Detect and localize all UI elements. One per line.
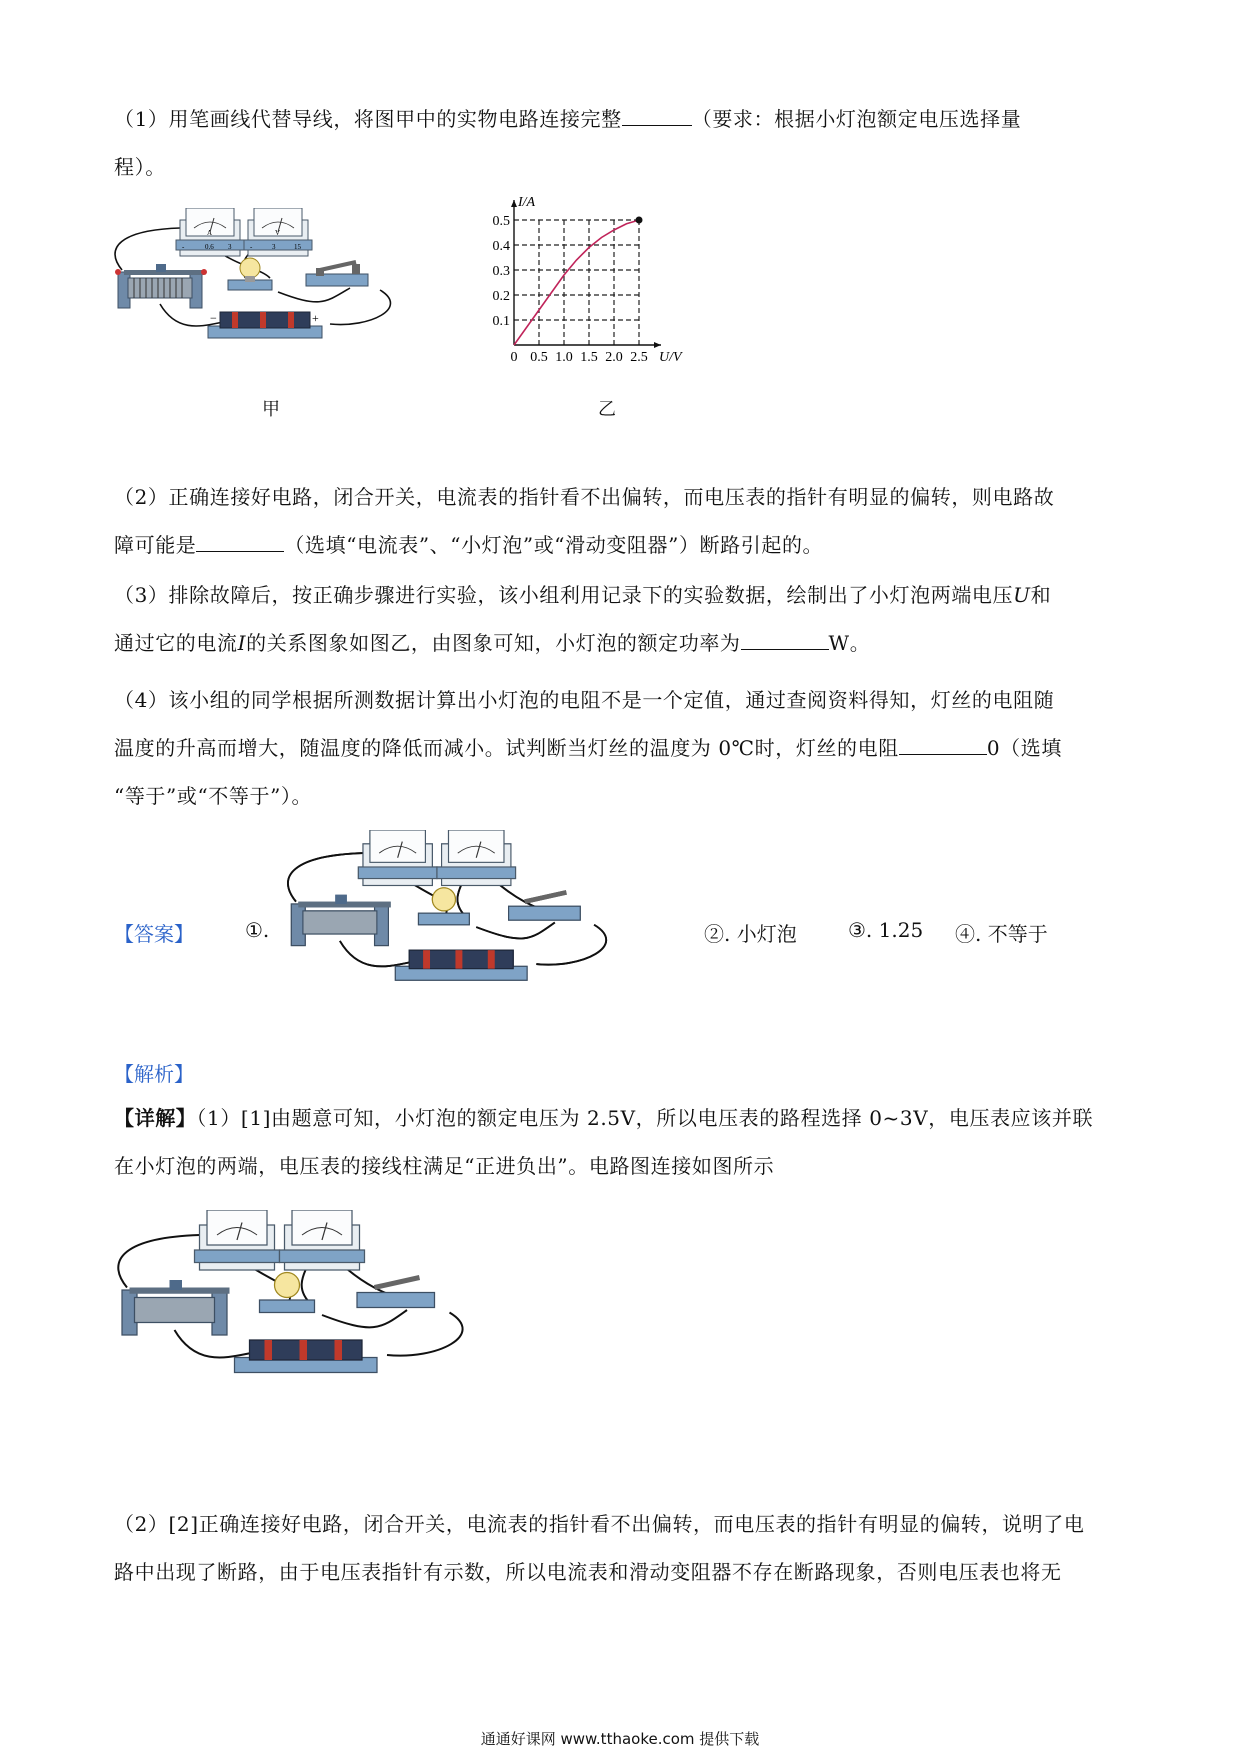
svg-text:-: - [182, 243, 185, 251]
answer-2: ②. 小灯泡 [704, 922, 797, 946]
y-axis-label: I/A [518, 195, 536, 210]
y-axis-arrow [511, 200, 517, 207]
iv-chart [476, 195, 716, 385]
svg-text:−: − [210, 311, 217, 325]
x-tick-label: 2.0 [605, 350, 623, 365]
curve-endpoint [636, 217, 643, 224]
page-footer: 通通好课网 www.tthaoke.com 提供下载 [480, 1730, 760, 1748]
x-tick-label: 0.5 [530, 350, 548, 365]
circuit-figure-detail [112, 1210, 512, 1435]
y-tick-label: 0.2 [492, 289, 510, 304]
svg-text:+: + [312, 311, 319, 325]
x-tick-label: 1.5 [580, 350, 598, 365]
question-1: （1）用笔画线代替导线，将图甲中的实物电路连接完整 （要求：根据小灯泡额定电压选择量 程）。 [114, 95, 1124, 191]
answer-label: 【答案】 [114, 922, 194, 946]
detail-paragraph: 【详解】（1）[1]由题意可知，小灯泡的额定电压为 2.5V，所以电压表的路程选择 0~3V，电压表应该并联 在小灯泡的两端，电压表的接线柱满足“正进负出”。电路图连接如图所示 [114, 1106, 1094, 1178]
answer-4: ④. 不等于 [955, 922, 1048, 946]
detail-paragraph-2: （2）[2]正确连接好电路，闭合开关，电流表的指针看不出偏转，而电压表的指针有明显的偏转，说明了电 路中出现了断路，由于电压表指针有示数，所以电流表和滑动变阻器不存在断路现象，否则电压表也将无 [114, 1512, 1085, 1584]
svg-text:V: V [275, 229, 281, 237]
y-tick-label: 0.4 [492, 239, 510, 254]
svg-text:0.6: 0.6 [205, 243, 214, 251]
x-tick-label: 2.5 [630, 350, 648, 365]
svg-text:3: 3 [228, 243, 232, 251]
figure-caption-yi: 乙 [598, 399, 616, 420]
figure-caption-jia: 甲 [262, 399, 280, 420]
question-3: （3）排除故障后，按正确步骤进行实验，该小组利用记录下的实验数据，绘制出了小灯泡两端电压U和 通过它的电流I的关系图象如图乙，由图象可知，小灯泡的额定功率为 W。 [114, 583, 1052, 655]
x-tick-label: 1.0 [555, 350, 573, 365]
x-tick-label: 0 [510, 350, 518, 365]
rheostat [115, 264, 207, 308]
svg-text:3: 3 [272, 243, 276, 251]
question-4: （4）该小组的同学根据所测数据计算出小灯泡的电阻不是一个定值，通过查阅资料得知，灯丝的电阻随 温度的升高而增大，随温度的降低而减小。试判断当灯丝的温度为 0℃时，灯丝的电阻 0（选填 “等于”或“不等于”）。 [114, 688, 1062, 808]
circuit-figure-answer [282, 830, 652, 1038]
iv-curve [514, 220, 639, 345]
x-axis-arrow [654, 342, 661, 348]
answer-3: ③. 1.25 [848, 918, 924, 942]
question-2: （2）正确连接好电路，闭合开关，电流表的指针看不出偏转，而电压表的指针有明显的偏转，则电路故 障可能是 （选填“电流表”、“小灯泡”或“滑动变阻器”）断路引起的。 [114, 485, 1055, 557]
answer-blank [196, 529, 284, 552]
answer-blank [622, 103, 692, 126]
answer-blank [899, 732, 987, 755]
y-tick-label: 0.5 [492, 214, 510, 229]
svg-text:A: A [207, 229, 213, 237]
analysis-label: 【解析】 [114, 1062, 194, 1086]
answer-blank [741, 627, 829, 650]
circuit-figure-jia [110, 208, 430, 388]
battery-pack [208, 311, 322, 338]
switch [306, 262, 368, 286]
x-axis-label: U/V [659, 350, 682, 365]
y-tick-label: 0.1 [492, 314, 510, 329]
svg-text:15: 15 [294, 243, 301, 251]
ammeter [176, 208, 244, 256]
answer-1: ①. [245, 918, 270, 942]
voltmeter [244, 208, 312, 256]
svg-text:-: - [250, 243, 253, 251]
y-tick-label: 0.3 [492, 264, 510, 279]
